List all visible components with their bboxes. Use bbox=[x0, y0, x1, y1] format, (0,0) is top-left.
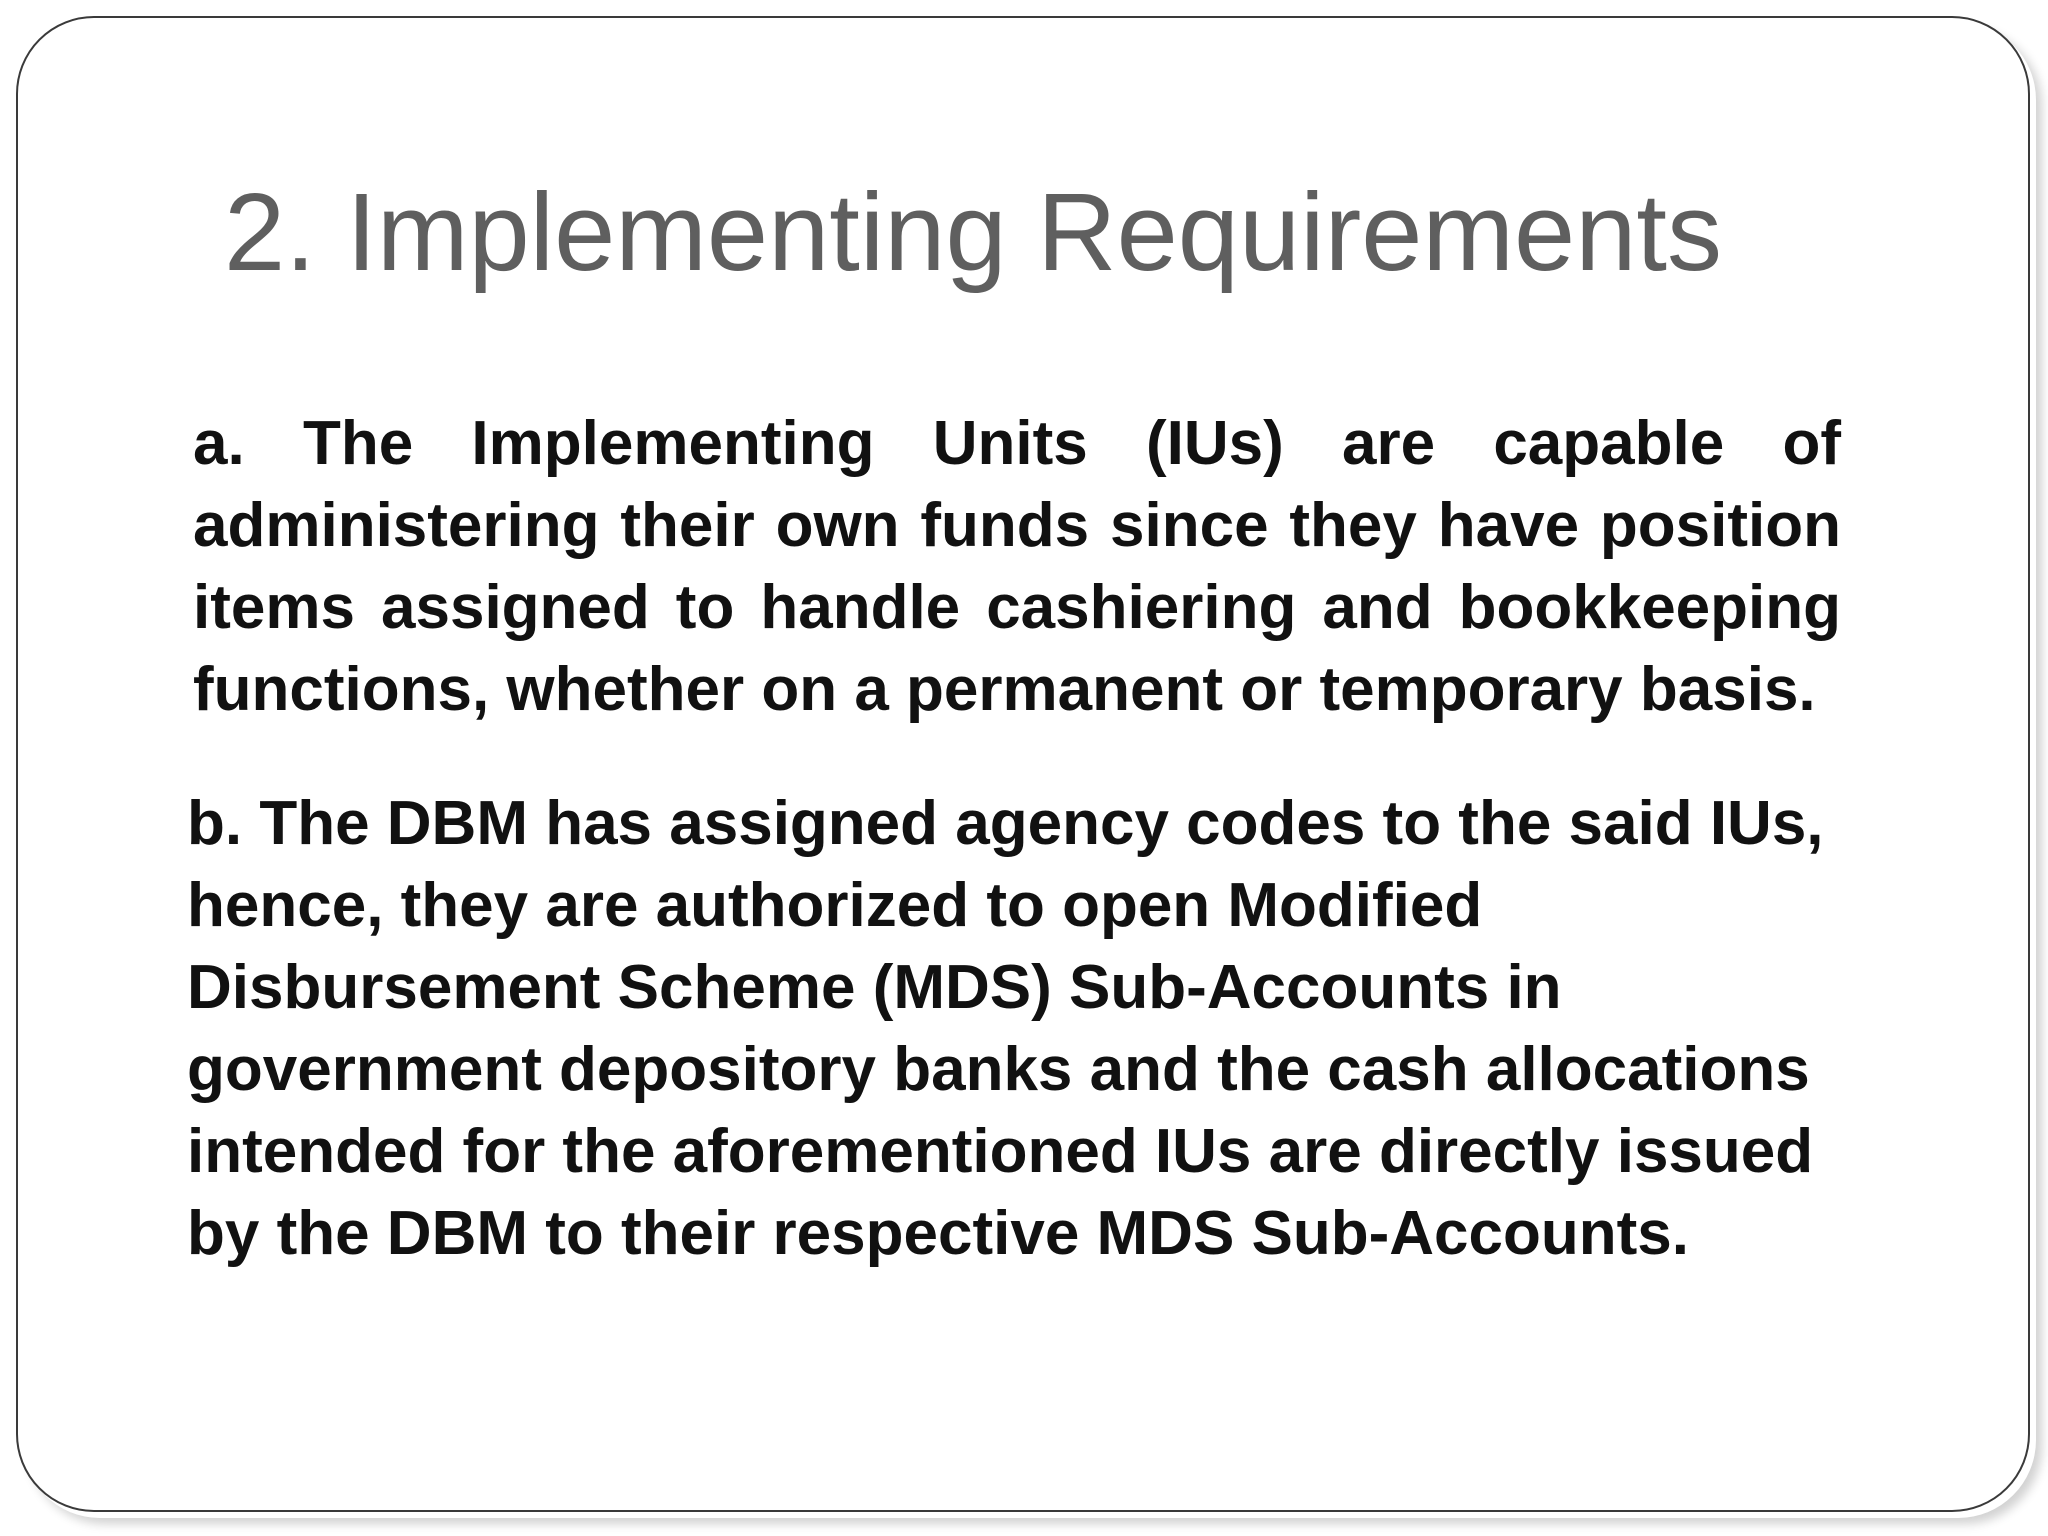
slide-title: 2. Implementing Requirements bbox=[224, 171, 1722, 294]
paragraph-b: b. The DBM has assigned agency codes to the said IUs, hence, they are authorized to open Modified Disbursement Scheme (MDS) Sub-Accounts in government depository banks and the cash allocations intended for the aforementioned IUs are directly issued by the DBM to their respective MDS Sub-Accounts. bbox=[187, 789, 1824, 1268]
paragraph-a: a. The Implementing Units (IUs) are capable of administering their own funds since they have position items assigned to handle cashiering and bookkeeping functions, whether on a permanent or temporary basis. bbox=[193, 409, 1841, 724]
